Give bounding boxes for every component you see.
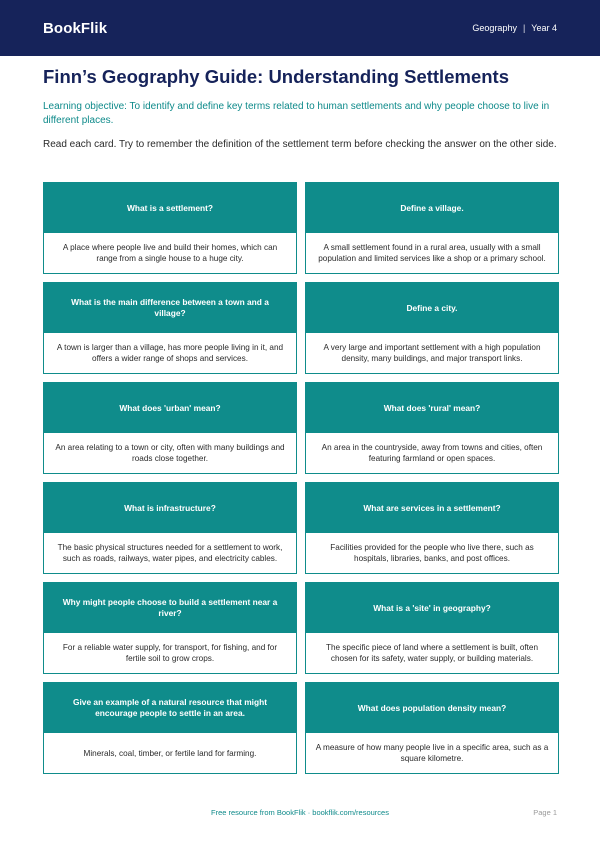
flashcard[interactable] <box>43 582 297 674</box>
footer-credit[interactable]: Free resource from BookFlik · bookflik.com/resources <box>211 808 389 817</box>
flashcard-answer: A town is larger than a village, has more people living in it, and offers a wider range of shops and services. <box>56 343 284 363</box>
flashcard-answer: A very large and important settlement with a high population density, many buildings, and major transport links. <box>323 343 541 363</box>
flashcard-answer: A small settlement found in a rural area, usually with a small population and limited services like a shop or a primary school. <box>318 243 546 263</box>
flashcard[interactable] <box>305 582 559 674</box>
flashcard-question: What is infrastructure? <box>44 483 296 533</box>
flashcard[interactable] <box>43 282 297 374</box>
flashcard[interactable] <box>43 482 297 574</box>
flashcard-answer: An area relating to a town or city, often with many buildings and roads close together. <box>55 443 285 463</box>
flashcard[interactable] <box>305 182 559 274</box>
flashcard-question: What are services in a settlement? <box>306 483 558 533</box>
flashcard-grid <box>43 182 559 774</box>
flashcard-answer: Facilities provided for the people who live there, such as hospitals, libraries, banks, and post offices. <box>330 543 534 563</box>
flashcard-question: Define a city. <box>306 283 558 333</box>
flashcard-question: What is the main difference between a town and a village? <box>44 283 296 333</box>
flashcard[interactable] <box>43 182 297 274</box>
header-meta <box>472 23 557 33</box>
flashcard[interactable] <box>43 382 297 474</box>
flashcard[interactable] <box>305 482 559 574</box>
flashcard-answer: The basic physical structures needed for a settlement to work, such as roads, railways, water pipes, and electricity cables. <box>57 543 283 563</box>
flashcard-question: What is a settlement? <box>44 183 296 233</box>
flashcard-answer: For a reliable water supply, for transport, for fishing, and for fertile soil to grow crops. <box>62 643 278 663</box>
flashcard[interactable] <box>43 682 297 774</box>
flashcard-question: Why might people choose to build a settlement near a river? <box>44 583 296 633</box>
page-number: Page 1 <box>533 808 557 817</box>
flashcard-answer: An area in the countryside, away from towns and cities, often featuring farmland or open spaces. <box>321 443 543 463</box>
flashcard-answer: A measure of how many people live in a specific area, such as a square kilometre. <box>315 743 549 763</box>
page-title: Finn’s Geography Guide: Understanding Settlements <box>43 66 509 87</box>
top-header-bar <box>0 0 600 56</box>
flashcard[interactable] <box>305 682 559 774</box>
year-label: Year 4 <box>531 23 557 33</box>
flashcard[interactable] <box>305 282 559 374</box>
flashcard-question: What does 'rural' mean? <box>306 383 558 433</box>
flashcard-question: What does population density mean? <box>306 683 558 733</box>
flashcard-answer: The specific piece of land where a settlement is built, often chosen for its safety, water supply, or building materials. <box>325 643 539 663</box>
meta-separator: | <box>522 23 526 33</box>
flashcard-question: What is a 'site' in geography? <box>306 583 558 633</box>
flashcard-answer: Minerals, coal, timber, or fertile land for farming. <box>83 748 257 758</box>
learning-objective: Learning objective: To identify and define key terms related to human settlements and why people choose to live in different places. <box>43 101 550 126</box>
subject-label: Geography <box>472 23 517 33</box>
brand-logo-text[interactable]: BookFlik <box>43 19 108 37</box>
instructions-text: Read each card. Try to remember the definition of the settlement term before checking the answer on the other side. <box>43 139 557 150</box>
flashcard-question: What does 'urban' mean? <box>44 383 296 433</box>
flashcard-question: Define a village. <box>306 183 558 233</box>
flashcard[interactable] <box>305 382 559 474</box>
flashcard-answer: A place where people live and build their homes, which can range from a single house to a huge city. <box>62 243 278 263</box>
flashcard-question: Give an example of a natural resource that might encourage people to settle in an area. <box>44 683 296 733</box>
